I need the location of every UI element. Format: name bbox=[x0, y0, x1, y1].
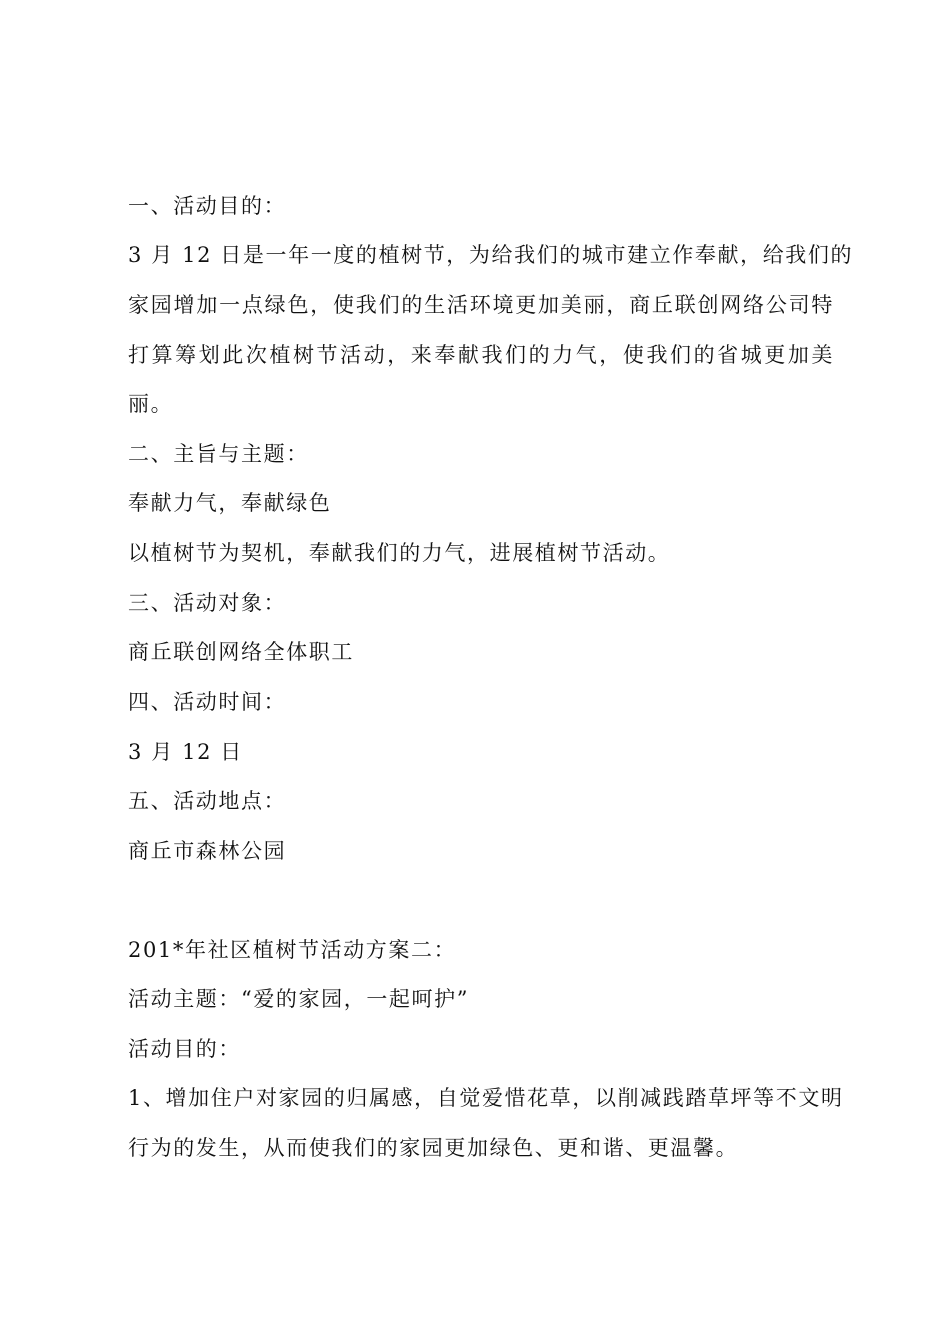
paragraph-line: 打算筹划此次植树节活动，来奉献我们的力气，使我们的省城更加美 bbox=[128, 343, 834, 367]
section-heading-theme: 二、主旨与主题： bbox=[128, 442, 309, 466]
paragraph-line: 丽。 bbox=[128, 392, 174, 416]
paragraph-line: 行为的发生，从而使我们的家园更加绿色、更和谐、更温馨。 bbox=[128, 1136, 739, 1160]
paragraph-line: 1、增加住户对家园的归属感，自觉爱惜花草，以削减践踏草坪等不文明 bbox=[128, 1086, 844, 1110]
section-heading-time: 四、活动时间： bbox=[128, 690, 287, 714]
section-heading-purpose: 一、活动目的： bbox=[128, 194, 287, 218]
theme-description: 以植树节为契机，奉献我们的力气，进展植树节活动。 bbox=[128, 541, 671, 565]
theme-slogan: 奉献力气，奉献绿色 bbox=[128, 491, 332, 515]
section-heading-purpose-two: 活动目的： bbox=[128, 1037, 241, 1061]
activity-theme: 活动主题：“爱的家园，一起呵护” bbox=[128, 987, 470, 1011]
target-value: 商丘联创网络全体职工 bbox=[128, 640, 354, 664]
location-value: 商丘市森林公园 bbox=[128, 839, 287, 863]
paragraph-line: 3 月 12 日是一年一度的植树节，为给我们的城市建立作奉献，给我们的 bbox=[128, 243, 854, 267]
paragraph-line: 家园增加一点绿色，使我们的生活环境更加美丽，商丘联创网络公司特 bbox=[128, 293, 834, 317]
time-value: 3 月 12 日 bbox=[128, 740, 243, 764]
section-heading-target: 三、活动对象： bbox=[128, 591, 287, 615]
plan-two-title: 201*年社区植树节活动方案二： bbox=[128, 938, 457, 962]
section-heading-location: 五、活动地点： bbox=[128, 789, 287, 813]
